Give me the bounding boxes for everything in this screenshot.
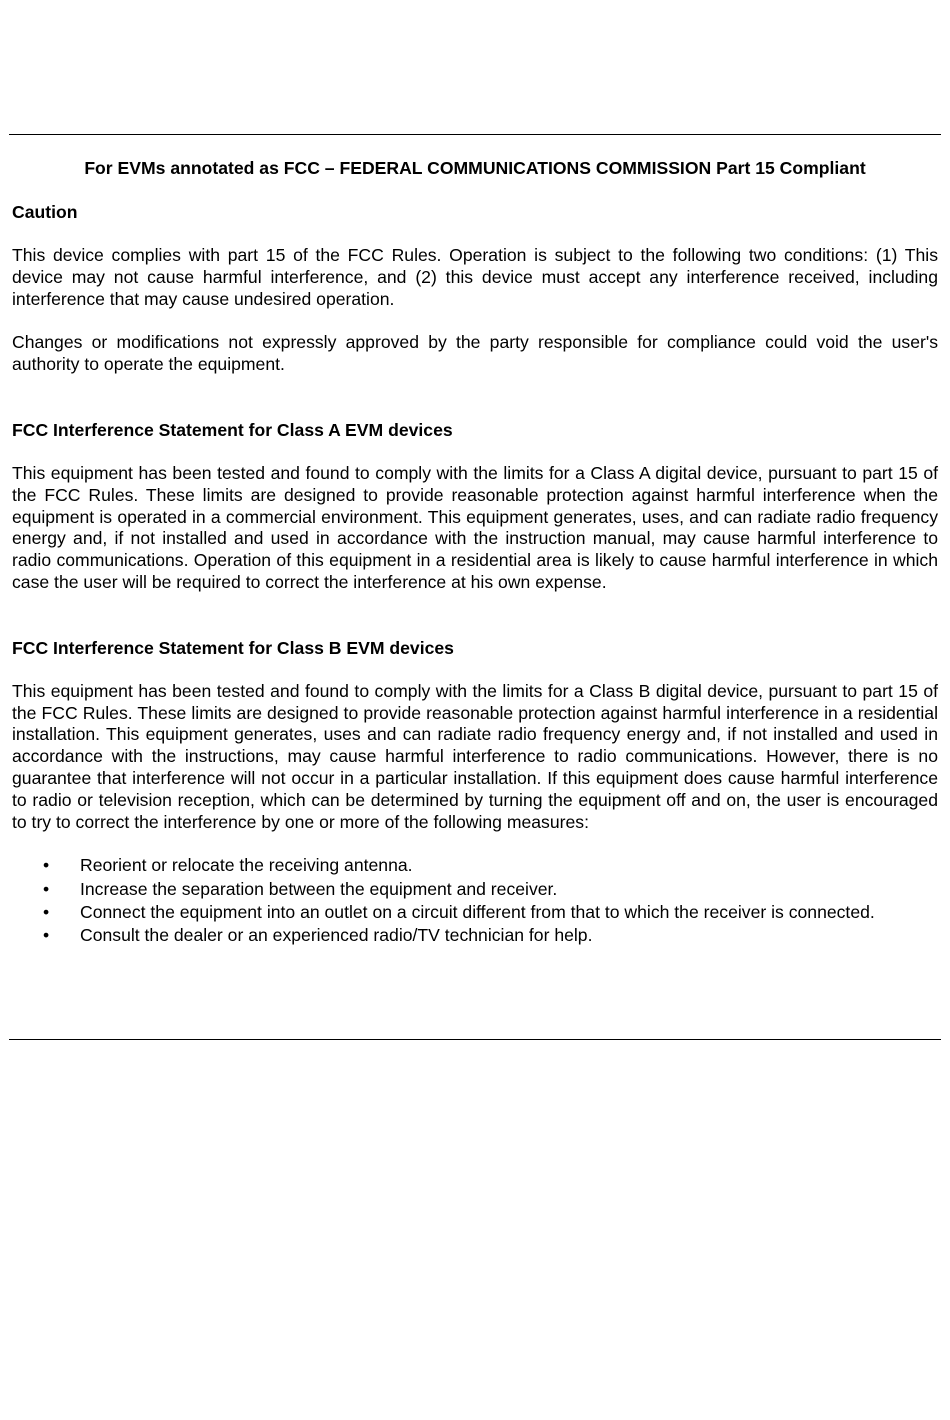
top-divider: [9, 134, 941, 135]
bullet-icon: •: [43, 855, 50, 876]
bullet-icon: •: [43, 878, 50, 899]
class-a-paragraph: This equipment has been tested and found to comply with the limits for a Class A digital device, pursuant to part 15 of the FCC Rules. These limits are designed to provide reasonable protection against harmful interference when the equipment is operated in a commercial environment. This equipment generates, uses, and can radiate radio frequency energy and, if not installed and used in accordance with the instruction manual, may cause harmful interference to radio communications. Operation of this equipment in a residential area is likely to cause harmful interference in which case the user will be required to correct the interference at his own expense.: [12, 462, 938, 592]
class-a-heading: FCC Interference Statement for Class A EVM devices: [12, 419, 453, 440]
measure-text: Connect the equipment into an outlet on a circuit different from that to which the receiver is connected.: [80, 901, 875, 922]
caution-heading: Caution: [12, 202, 78, 222]
caution-paragraph-2: Changes or modifications not expressly approved by the party responsible for compliance could void the user's authority to operate the equipment.: [12, 332, 938, 375]
document-body: [12, 157, 938, 949]
caution-paragraph-1: This device complies with part 15 of the FCC Rules. Operation is subject to the following two conditions: (1) This device may not cause harmful interference, and (2) this device must accept any interference received, including interference that may cause undesired operation.: [12, 245, 938, 309]
class-b-paragraph: This equipment has been tested and found to comply with the limits for a Class B digital device, pursuant to part 15 of the FCC Rules. These limits are designed to provide reasonable protection against harmful interference in a residential installation. This equipment generates, uses and can radiate radio frequency energy and, if not installed and used in accordance with the instructions, may cause harmful interference to radio communications. However, there is no guarantee that interference will not occur in a particular installation. If this equipment does cause harmful interference to radio or television reception, which can be determined by turning the equipment off and on, the user is encouraged to try to correct the interference by one or more of the following measures:: [12, 680, 938, 832]
class-b-heading: FCC Interference Statement for Class B EVM devices: [12, 637, 454, 658]
document-title: For EVMs annotated as FCC – FEDERAL COMMUNICATIONS COMMISSION Part 15 Compliant: [84, 158, 866, 178]
list-item: [12, 902, 938, 924]
list-item: [12, 925, 938, 947]
list-item: [12, 855, 938, 877]
bullet-icon: •: [43, 925, 50, 946]
list-item: [12, 879, 938, 901]
measure-text: Reorient or relocate the receiving antenna.: [80, 855, 413, 876]
measure-text: Consult the dealer or an experienced radio/TV technician for help.: [80, 925, 593, 946]
bullet-icon: •: [43, 901, 50, 922]
measures-list: [12, 855, 938, 947]
bottom-divider: [9, 1039, 941, 1040]
measure-text: Increase the separation between the equipment and receiver.: [80, 878, 558, 899]
